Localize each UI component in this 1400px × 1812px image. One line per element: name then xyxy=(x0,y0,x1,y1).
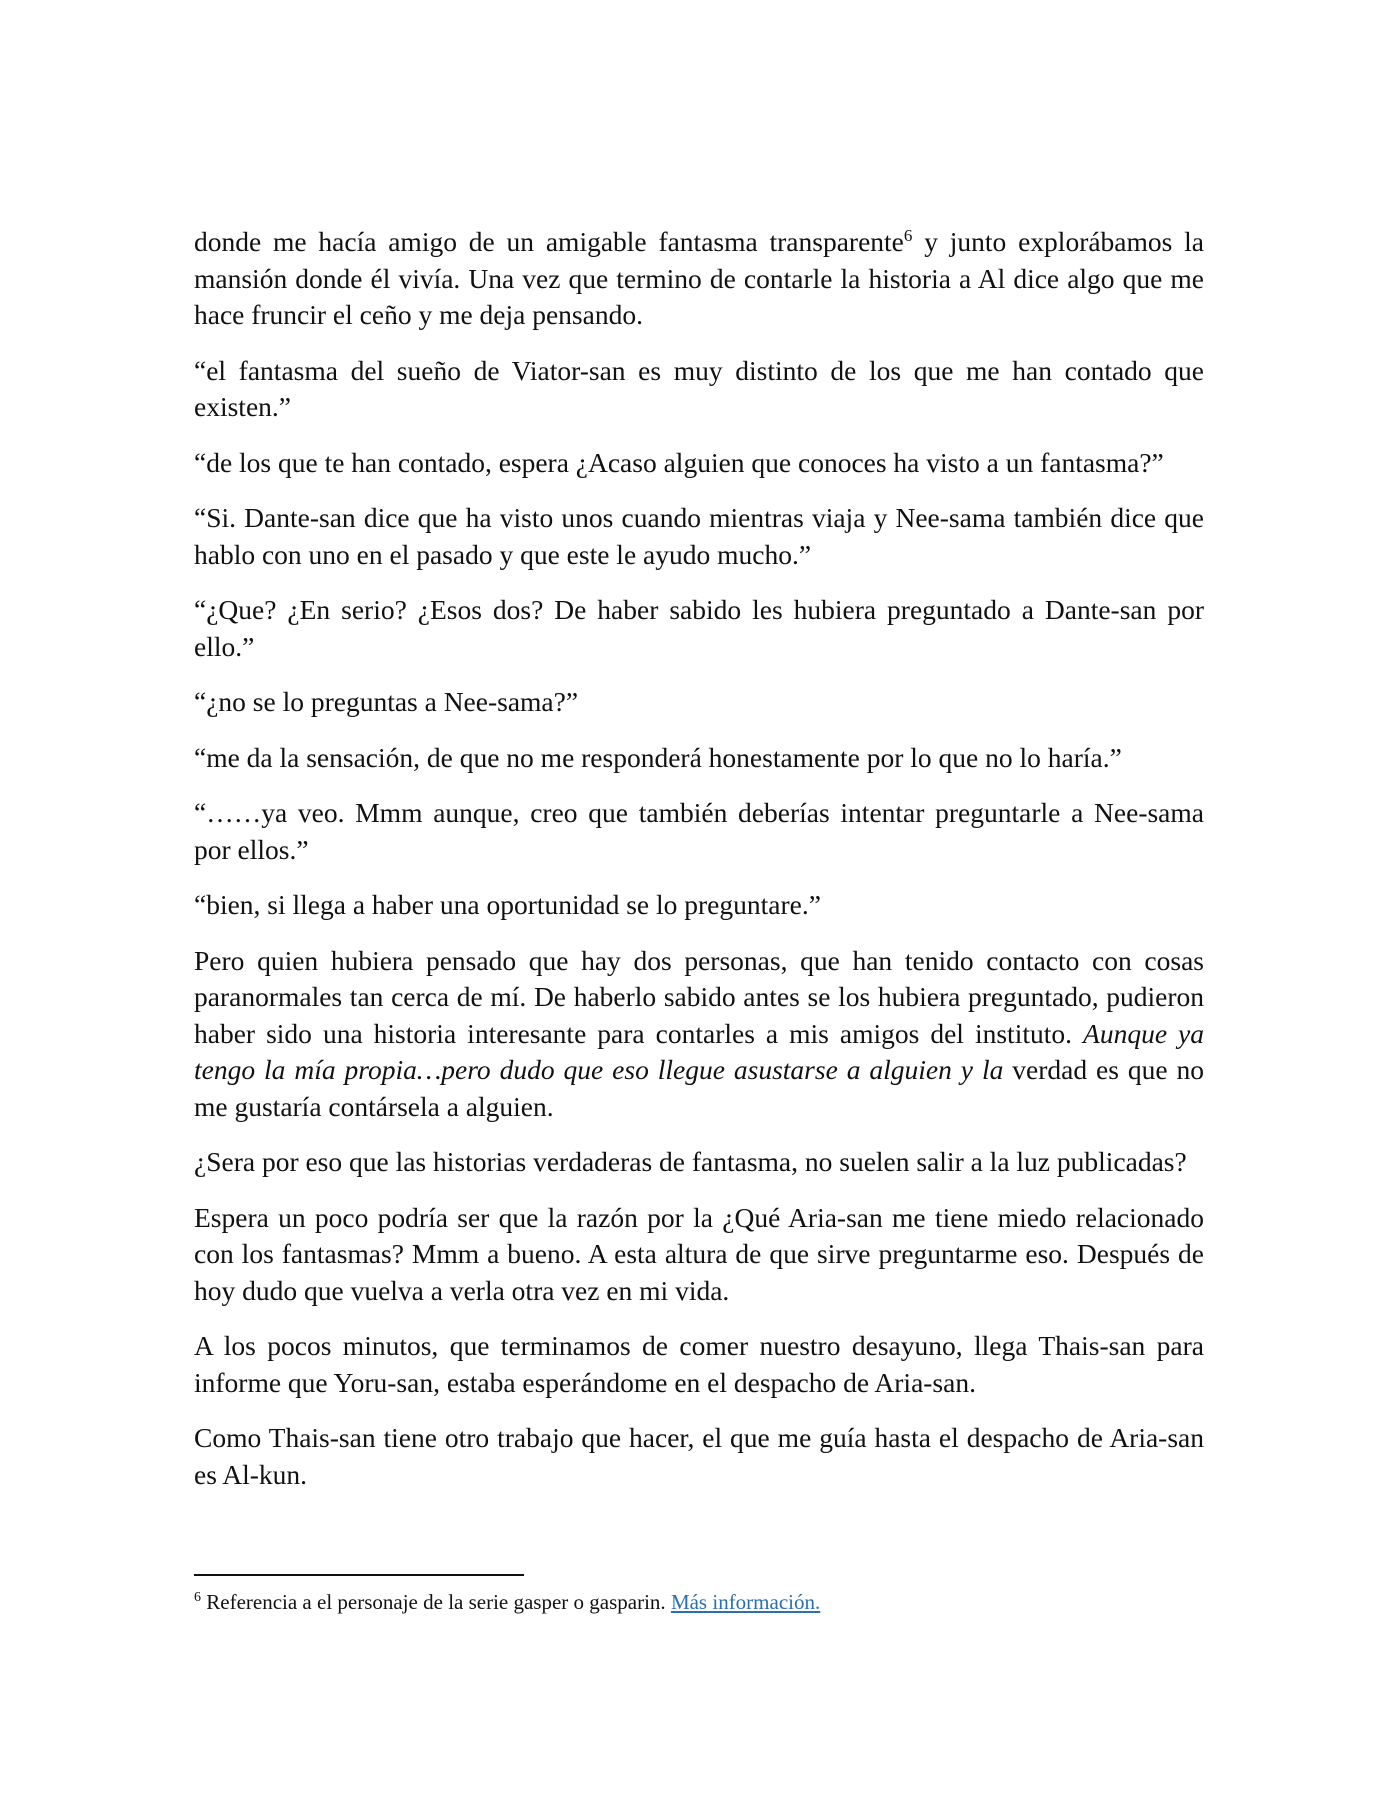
page-body xyxy=(194,224,1204,1512)
dialogue-line: “el fantasma del sueño de Viator-san es muy distinto de los que me han contado que existen.” xyxy=(194,354,1204,422)
dialogue-line: “me da la sensación, de que no me responderá honestamente por lo que no lo haría.” xyxy=(194,741,1122,773)
dialogue-line: “……ya veo. Mmm aunque, creo que también deberías intentar preguntarle a Nee-sama por ellos.” xyxy=(194,797,1204,865)
narrative-text: Pero quien hubiera pensado que hay dos personas, que han tenido contacto con cosas paranormales tan cerca de mí. De haberlo sabido antes se los hubiera preguntado, pudieron haber sido una historia interesante para contarles a mis amigos del instituto. xyxy=(194,944,1204,1049)
more-info-link[interactable]: Más información. xyxy=(670,1590,821,1614)
narrative-paragraph: Espera un poco podría ser que la razón por la ¿Qué Aria-san me tiene miedo relacionado con los fantasmas? Mmm a bueno. A esta altura de que sirve preguntarme eso. Después de hoy dudo que vuelva a verla otra vez en mi vida. xyxy=(194,1201,1204,1306)
dialogue-line: “¿no se lo preguntas a Nee-sama?” xyxy=(194,686,579,717)
footnote-text: Referencia a el personaje de la serie gasper o gasparin. xyxy=(201,1590,671,1614)
dialogue-line: “bien, si llega a haber una oportunidad se lo preguntare.” xyxy=(194,889,821,920)
narrative-paragraph: A los pocos minutos, que terminamos de comer nuestro desayuno, llega Thais-san para informe que Yoru-san, estaba esperándome en el despacho de Aria-san. xyxy=(194,1330,1204,1398)
narrative-paragraph xyxy=(194,943,1204,1126)
paragraph-1-text-cont: y junto explorábamos la mansión donde él vivía. Una vez que termino de contarle la historia a Al dice algo que me hace fruncir el ceño y me deja pensando. xyxy=(194,226,1205,330)
narrative-paragraph: Como Thais-san tiene otro trabajo que hacer, el que me guía hasta el despacho de Aria-san es Al-kun. xyxy=(194,1422,1204,1490)
narrative-paragraph: ¿Sera por eso que las historias verdaderas de fantasma, no suelen salir a la luz publicadas? xyxy=(194,1146,1187,1177)
dialogue-line: “Si. Dante-san dice que ha visto unos cuando mientras viaja y Nee-sama también dice que hablo con uno en el pasado y que este le ayudo mucho.” xyxy=(194,502,1204,570)
paragraph-1 xyxy=(194,224,1204,334)
paragraph-1-text: donde me hacía amigo de un amigable fantasma transparente xyxy=(194,226,904,257)
footnote xyxy=(194,1588,1204,1616)
dialogue-line: “¿Que? ¿En serio? ¿Esos dos? De haber sabido les hubiera preguntado a Dante-san por ello.” xyxy=(194,594,1204,662)
narrative-text-cont: verdad es que no me gustaría contársela a alguien. xyxy=(194,1054,1204,1122)
italic-thought: Aunque ya tengo la mía propia…pero dudo que eso llegue asustarse a alguien y la xyxy=(194,1017,1204,1085)
footnote-separator xyxy=(194,1574,524,1576)
footnote-number: 6 xyxy=(194,1590,201,1605)
dialogue-line: “de los que te han contado, espera ¿Acaso alguien que conoces ha visto a un fantasma?” xyxy=(194,446,1164,478)
footnote-reference[interactable]: 6 xyxy=(903,225,913,245)
